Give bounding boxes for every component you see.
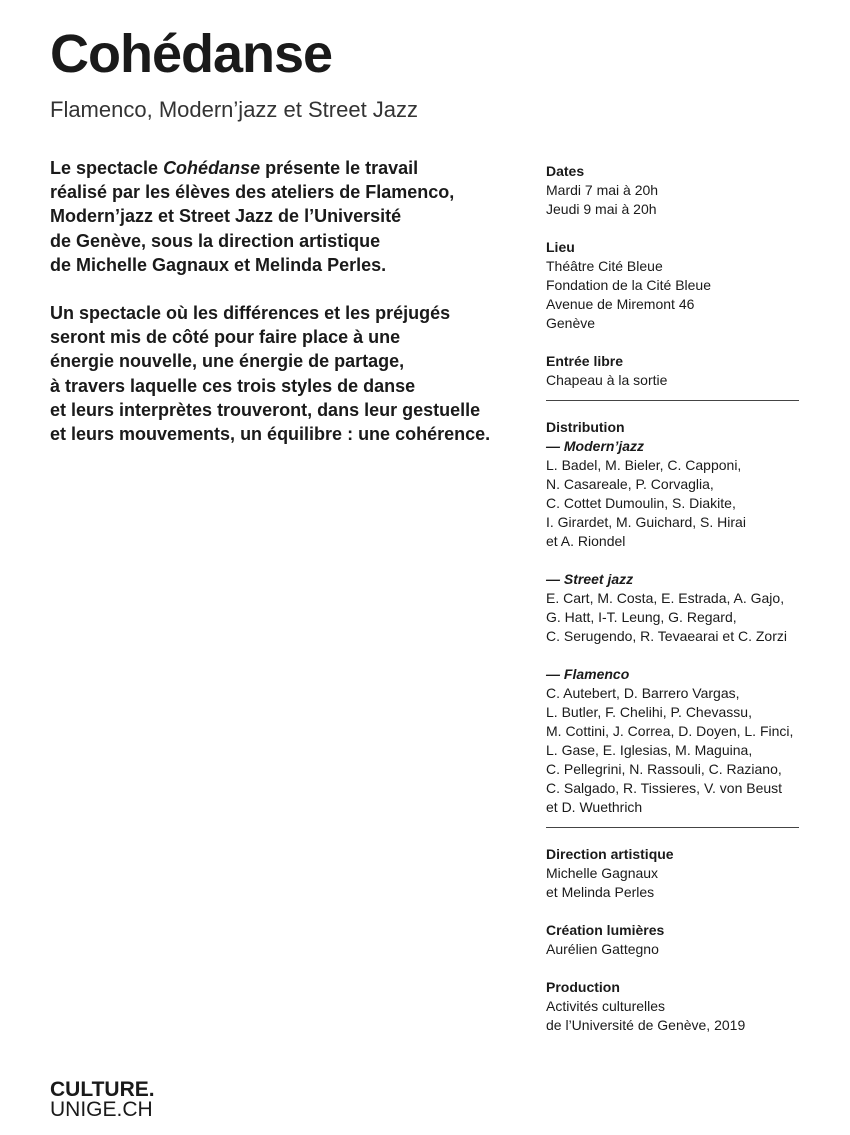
- group-heading-flamenco: — Flamenco: [546, 666, 630, 682]
- production-heading: Production: [546, 979, 620, 995]
- cast-line: C. Serugendo, R. Tevaearai et C. Zorzi: [546, 628, 787, 644]
- entry-block: [546, 352, 801, 390]
- venue-line: Avenue de Miremont 46: [546, 296, 695, 312]
- intro-p2-line: et leurs interprètes trouveront, dans leur gestuelle: [50, 399, 481, 420]
- page-title: Cohédanse: [50, 24, 333, 84]
- production-line: Activités culturelles: [546, 998, 666, 1014]
- dates-block: [546, 162, 801, 219]
- venue-line: Fondation de la Cité Bleue: [546, 277, 711, 293]
- divider: [546, 400, 799, 401]
- entry-heading: Entrée libre: [546, 353, 624, 369]
- intro-p2-line: et leurs mouvements, un équilibre : une cohérence.: [50, 424, 491, 445]
- intro-p1-show-name: Cohédanse: [163, 158, 261, 178]
- info-sidebar: [546, 162, 801, 1054]
- direction-block: [546, 845, 801, 902]
- cast-line: et D. Wuethrich: [546, 799, 643, 815]
- lighting-line: Aurélien Gattegno: [546, 941, 659, 957]
- lighting-block: [546, 921, 801, 959]
- group-heading-street-jazz: — Street jazz: [546, 571, 634, 587]
- cast-group-flamenco: [546, 665, 801, 817]
- intro-paragraph-1: [50, 156, 520, 277]
- intro-p1-line: de Genève, sous la direction artistique: [50, 230, 381, 251]
- culture-unige-logo: [50, 1080, 155, 1120]
- direction-line: Michelle Gagnaux: [546, 865, 659, 881]
- direction-line: et Melinda Perles: [546, 884, 655, 900]
- cast-line: L. Badel, M. Bieler, C. Capponi,: [546, 457, 742, 473]
- cast-line: C. Cottet Dumoulin, S. Diakite,: [546, 495, 736, 511]
- intro-p1-line: de Michelle Gagnaux et Melinda Perles.: [50, 254, 387, 275]
- intro-p1-line: Modern’jazz et Street Jazz de l’Université: [50, 206, 402, 227]
- intro-p2-line: énergie nouvelle, une énergie de partage,: [50, 351, 405, 372]
- logo-bottom: UNIGE.CH: [50, 1098, 153, 1121]
- page-subtitle: Flamenco, Modern’jazz et Street Jazz: [50, 97, 419, 122]
- venue-block: [546, 238, 801, 333]
- cast-line: I. Girardet, M. Guichard, S. Hirai: [546, 514, 746, 530]
- divider: [546, 827, 799, 828]
- venue-heading: Lieu: [546, 239, 575, 255]
- intro-p2-line: Un spectacle où les différences et les préjugés: [50, 303, 451, 324]
- venue-line: Genève: [546, 315, 596, 331]
- intro-p2-line: seront mis de côté pour faire place à une: [50, 327, 401, 348]
- intro-paragraph-2: [50, 301, 520, 446]
- intro-p1-start: Le spectacle: [50, 158, 164, 178]
- cast-line: C. Autebert, D. Barrero Vargas,: [546, 685, 740, 701]
- cast-line: L. Butler, F. Chelihi, P. Chevassu,: [546, 704, 752, 720]
- date-line: Mardi 7 mai à 20h: [546, 182, 659, 198]
- entry-line: Chapeau à la sortie: [546, 372, 668, 388]
- cast-block: [546, 418, 801, 551]
- group-heading-modern-jazz: — Modern’jazz: [546, 438, 645, 454]
- cast-line: M. Cottini, J. Correa, D. Doyen, L. Finci,: [546, 723, 794, 739]
- dates-heading: Dates: [546, 163, 585, 179]
- cast-line: et A. Riondel: [546, 533, 626, 549]
- cast-line: C. Salgado, R. Tissieres, V. von Beust: [546, 780, 783, 796]
- cast-heading: Distribution: [546, 419, 625, 435]
- cast-line: C. Pellegrini, N. Rassouli, C. Raziano,: [546, 761, 782, 777]
- cast-line: L. Gase, E. Iglesias, M. Maguina,: [546, 742, 753, 758]
- lighting-heading: Création lumières: [546, 922, 665, 938]
- intro-p2-line: à travers laquelle ces trois styles de danse: [50, 375, 416, 396]
- cast-line: E. Cart, M. Costa, E. Estrada, A. Gajo,: [546, 590, 785, 606]
- production-block: [546, 978, 801, 1035]
- logo-top: CULTURE.: [50, 1078, 155, 1101]
- intro-p1-line: réalisé par les élèves des ateliers de Flamenco,: [50, 182, 455, 203]
- venue-line: Théâtre Cité Bleue: [546, 258, 663, 274]
- date-line: Jeudi 9 mai à 20h: [546, 201, 657, 217]
- cast-line: G. Hatt, I-T. Leung, G. Regard,: [546, 609, 737, 625]
- cast-group-street-jazz: [546, 570, 801, 646]
- intro-p1-line: présente le travail: [260, 158, 419, 178]
- intro-text: [50, 156, 520, 470]
- direction-heading: Direction artistique: [546, 846, 674, 862]
- production-line: de l’Université de Genève, 2019: [546, 1017, 746, 1033]
- cast-line: N. Casareale, P. Corvaglia,: [546, 476, 714, 492]
